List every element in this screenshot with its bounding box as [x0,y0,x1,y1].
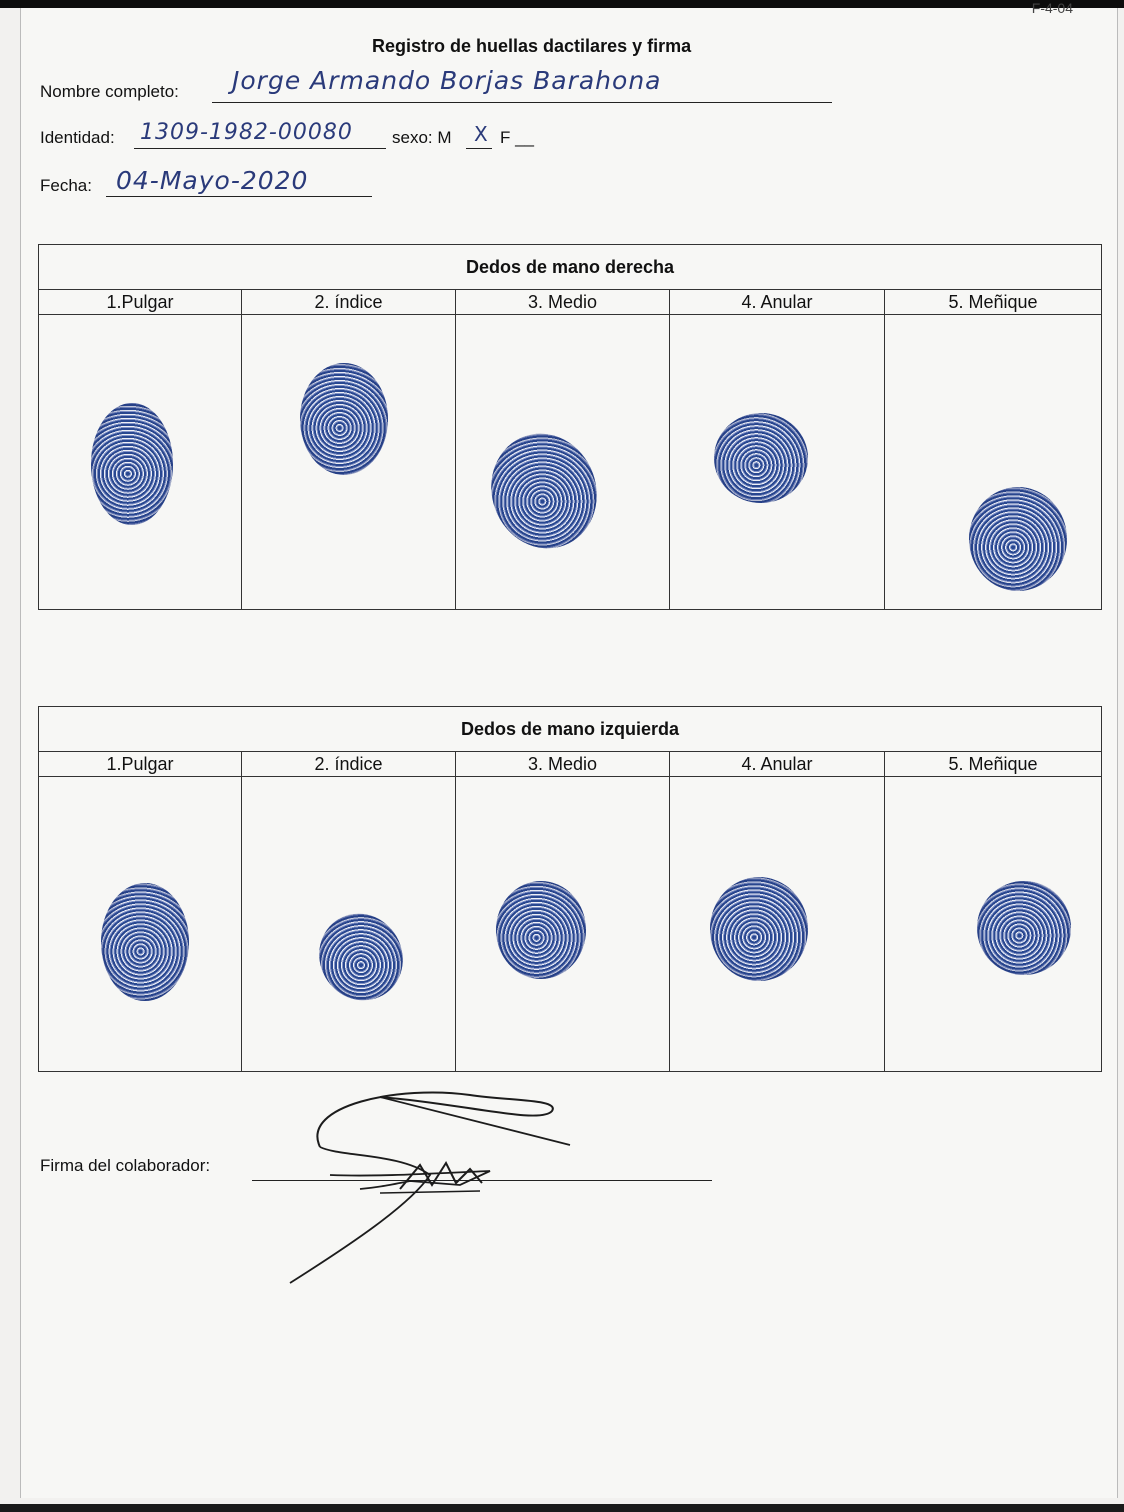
left-thumb-fingerprint [101,883,189,1001]
right-ring-label: 4. Anular [670,290,885,315]
right-middle-label: 3. Medio [456,290,670,315]
right-thumb-cell [39,315,242,610]
right-thumb-label: 1.Pulgar [39,290,242,315]
left-ring-cell [670,777,885,1072]
right-ring-fingerprint [714,413,808,503]
left-index-fingerprint [303,898,418,1015]
left-middle-cell [456,777,670,1072]
right-thumb-fingerprint [91,403,173,525]
handwritten-signature [260,1085,580,1285]
date-label: Fecha: [40,176,92,195]
right-hand-table [38,244,1102,610]
left-thumb-cell [39,777,242,1072]
left-little-cell [885,777,1102,1072]
name-handwritten: Jorge Armando Borjas Barahona [232,66,662,95]
form-title: Registro de huellas dactilares y firma [372,36,692,56]
left-ring-fingerprint [710,877,808,981]
right-middle-fingerprint [475,419,612,564]
date-handwritten: 04-Mayo-2020 [116,166,309,195]
right-little-label: 5. Meñique [885,290,1102,315]
id-underline [134,148,386,149]
signature-label: Firma del colaborador: [40,1156,211,1175]
left-index-label: 2. índice [242,752,456,777]
left-thumb-label: 1.Pulgar [39,752,242,777]
form-code: F-4-04 [1031,0,1073,16]
right-little-fingerprint [969,487,1067,591]
right-index-fingerprint [300,363,388,475]
left-hand-table [38,706,1102,1072]
sex-f-label: F __ [500,128,535,147]
id-label: Identidad: [40,128,115,147]
right-middle-cell [456,315,670,610]
left-hand-heading: Dedos de mano izquierda [39,707,1102,752]
sex-label: sexo: M [392,128,452,147]
sex-m-underline [466,148,492,149]
left-middle-label: 3. Medio [456,752,670,777]
right-ring-cell [670,315,885,610]
left-little-label: 5. Meñique [885,752,1102,777]
top-scan-border [0,0,1124,8]
right-little-cell [885,315,1102,610]
left-ring-label: 4. Anular [670,752,885,777]
right-index-cell [242,315,456,610]
name-label: Nombre completo: [40,82,179,101]
sex-mark: X [474,122,489,146]
name-underline [212,102,832,103]
left-middle-fingerprint [496,881,586,979]
bottom-scan-border [0,1504,1124,1512]
right-index-label: 2. índice [242,290,456,315]
left-index-cell [242,777,456,1072]
date-underline [106,196,372,197]
right-hand-heading: Dedos de mano derecha [39,245,1102,290]
left-little-fingerprint [977,881,1071,975]
id-handwritten: 1309-1982-00080 [140,120,353,145]
